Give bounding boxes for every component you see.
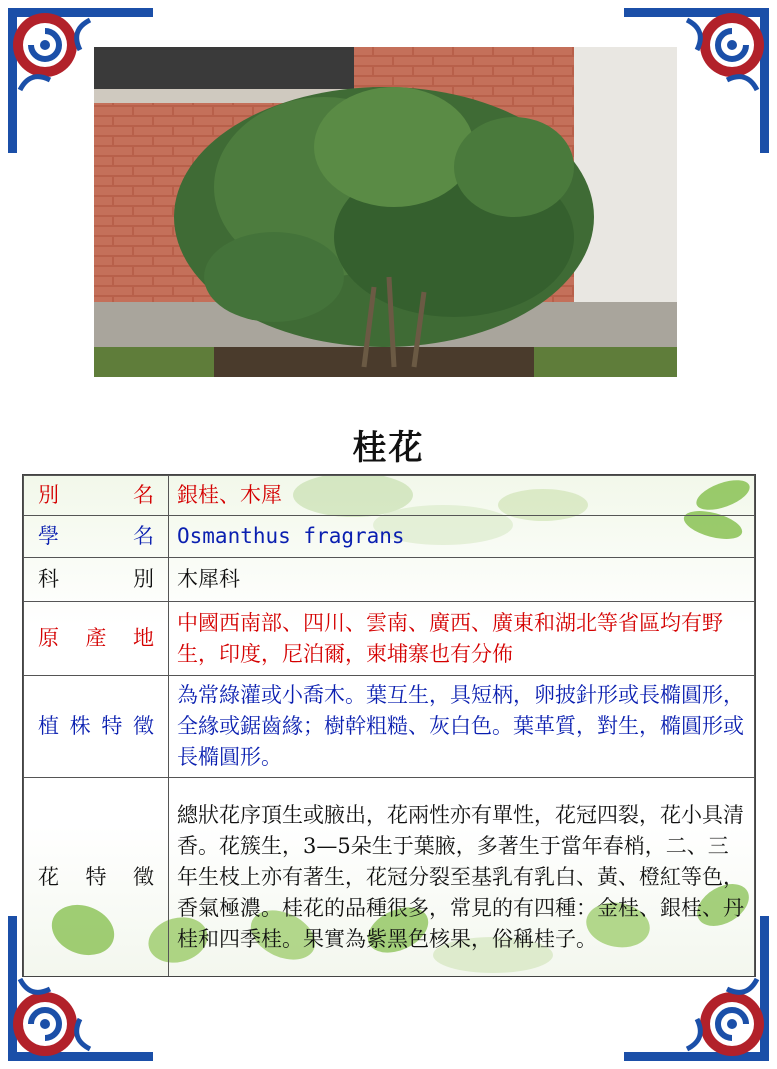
label-origin: 原 產 地 (24, 602, 169, 676)
label-family: 科 別 (24, 558, 169, 602)
label-scientific-name: 學 名 (24, 516, 169, 558)
plant-photo (94, 47, 677, 377)
value-alias: 銀桂、木犀 (169, 476, 755, 516)
value-plant-features: 為常綠灌或小喬木。葉互生，具短柄，卵披針形或長橢圓形，全緣或鋸齒緣；樹幹粗糙、灰白色。葉革質，對生，橢圓形或長橢圓形。 (169, 676, 755, 778)
value-family: 木犀科 (169, 558, 755, 602)
label-plant-features: 植株特徵 (24, 676, 169, 778)
label-alias: 別 名 (24, 476, 169, 516)
table-row (24, 676, 755, 778)
table-row (24, 516, 755, 558)
label-flower-features: 花 特 徵 (24, 778, 169, 977)
info-table (23, 475, 755, 977)
table-row (24, 476, 755, 516)
table-row (24, 558, 755, 602)
value-scientific-name: Osmanthus fragrans (169, 516, 755, 558)
value-flower-features: 總狀花序頂生或腋出，花兩性亦有單性，花冠四裂，花小具清香。花簇生，3—5朵生于葉腋，多著生于當年春梢，二、三年生枝上亦有著生，花冠分裂至基乳有乳白、黃、橙紅等色，香氣極濃。桂花的品種很多，常見的有四種：金桂、銀桂、丹桂和四季桂。果實為紫黑色核果，俗稱桂子。 (169, 778, 755, 977)
page-title: 桂花 (352, 428, 425, 468)
table-row (24, 602, 755, 676)
value-origin: 中國西南部、四川、雲南、廣西、廣東和湖北等省區均有野生，印度，尼泊爾，柬埔寨也有分佈 (169, 602, 755, 676)
info-card (22, 474, 756, 977)
table-row (24, 778, 755, 977)
